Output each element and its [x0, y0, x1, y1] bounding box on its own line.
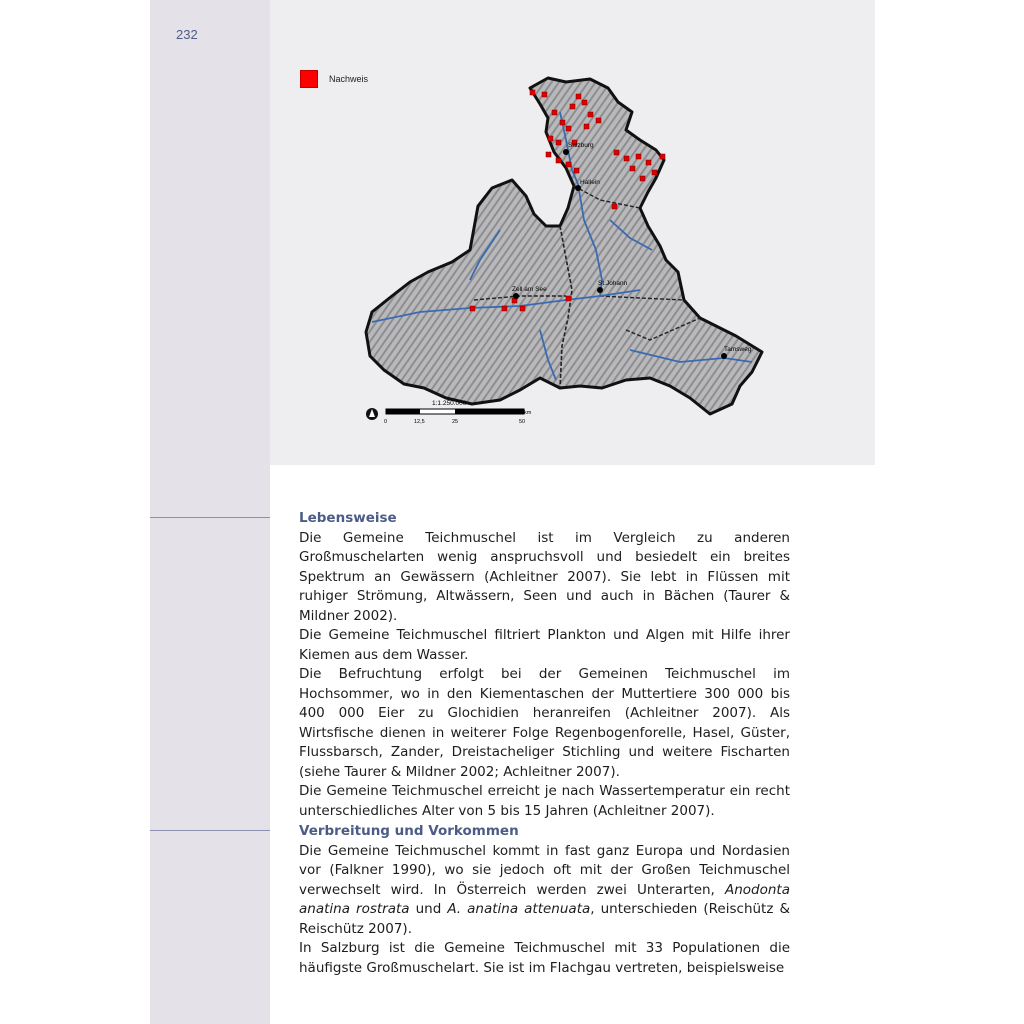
scale-tick: 50 — [519, 419, 526, 425]
section-verbreitung — [299, 822, 790, 978]
scale-unit: km — [524, 410, 532, 416]
text-run: und — [409, 901, 448, 917]
species-name: Anodonta anatina rostrata — [299, 881, 790, 917]
page-margin-column — [150, 0, 270, 1024]
text-run: Die Gemeine Teichmuschel kommt in fast ganz Europa und Nordasien vor (Falkner 1990), wo sie jedoch oft mit der Großen Teichmuschel verwechselt wird. In Österreich werden zwei Unterarten, — [299, 842, 790, 898]
scale-label: 1:1.250.000 — [432, 400, 467, 407]
section-heading: Lebensweise — [299, 510, 397, 526]
place-label-stjohann: St.Johann — [598, 280, 628, 287]
scale-bar — [386, 409, 524, 414]
paragraph: Die Gemeine Teichmuschel erreicht je nach Wassertemperatur ein recht unterschiedliches Alter von 5 bis 15 Jahren (Achleitner 2007). — [299, 783, 790, 819]
paragraph: Die Gemeine Teichmuschel ist im Vergleich zu anderen Großmuschelarten wenig anspruchsvoll und besiedelt ein breites Spektrum an Gewässern (Achleitner 2007). Sie lebt in Flüssen mit ruhiger Strömung, Altwässern, Seen und auch in Bächen (Taurer & Mildner 2002). — [299, 529, 790, 624]
place-label-salzburg: Salzburg — [568, 142, 594, 149]
paragraph — [299, 842, 790, 940]
paragraph: Die Gemeine Teichmuschel filtriert Plankton und Algen mit Hilfe ihrer Kiemen aus dem Wasser. — [299, 627, 790, 663]
species-name: A. anatina attenuata — [447, 901, 591, 917]
paragraph: In Salzburg ist die Gemeine Teichmuschel mit 33 Populationen die häufigste Großmuschelart. Sie ist im Flachgau vertreten, beispielsweise — [299, 940, 790, 976]
section-rule — [150, 830, 270, 831]
text-run: , unterschieden (Reischütz & Reischütz 2007). — [299, 901, 791, 937]
legend-label: Nachweis — [329, 74, 369, 84]
place-label-hallein: Hallein — [580, 179, 600, 186]
distribution-map — [270, 0, 875, 465]
place-label-zell: Zell am See — [512, 286, 547, 293]
section-rule — [150, 517, 270, 518]
paragraph: Die Befruchtung erfolgt bei der Gemeinen Teichmuschel im Hochsommer, wo in den Kiementaschen der Muttertiere 300 000 bis 400 000 Eier zu Glochidien heranreifen (Achleitner 2007). Als Wirtsfische dienen in weiterer Folge Regenbogenforelle, Hasel, Güster, Flussbarsch, Zander, Dreistacheliger Stichling und weitere Fischarten (siehe Taurer & Mildner 2002; Achleitner 2007). — [299, 666, 790, 780]
section-heading: Verbreitung und Vorkommen — [299, 823, 519, 839]
place-label-tamsweg: Tamsweg — [724, 346, 752, 353]
section-lebensweise — [299, 509, 790, 821]
scale-tick: 25 — [452, 419, 459, 425]
page-number: 232 — [176, 27, 198, 42]
scale-tick: 12,5 — [414, 419, 425, 425]
scale-tick: 0 — [384, 419, 388, 425]
